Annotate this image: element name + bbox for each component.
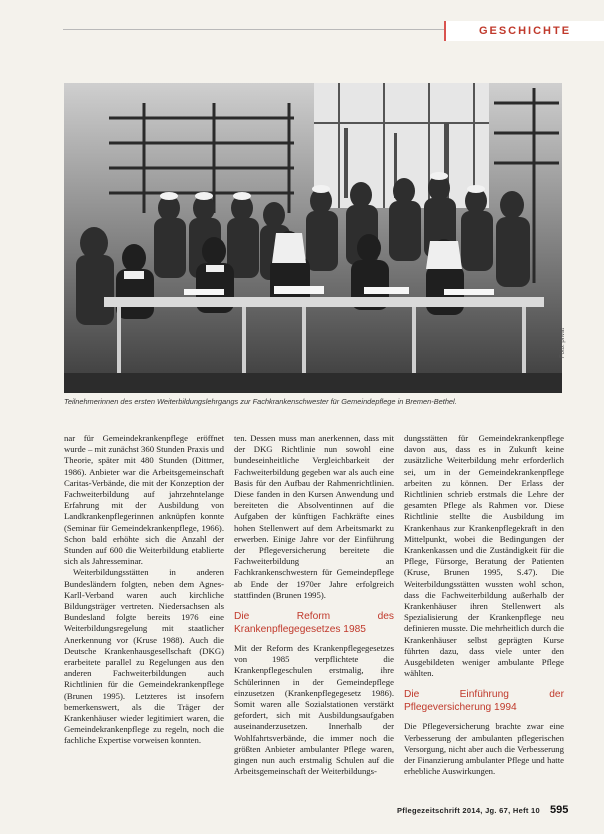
photo-illustration — [64, 83, 562, 393]
figure-caption: Teilnehmerinnen des ersten Weiterbildungslehrgangs zur Fachkrankenschwester für Gemeindepflege in Bremen-Bethel. — [64, 397, 457, 406]
text-column-1 — [64, 433, 224, 747]
paragraph: dungsstätten für Gemeindekrankenpflege davon aus, dass es in Zukunft keine zusätzliche Weiterbildung mehr erforderlich sei, um in der Gemeindekrankenpflege arbeiten zu können. Der Erlass der Richtlinien schrieb erstmals die Lehre der gesamten Pflege als Rahmen vor. Diese Richtlinie stellte die Ausbildung im Krankenhaus zur Krankenpflegekraft in den Mittelpunkt, wobei die Bedingungen der Krankenkassen und die Zuständigkeit für die Pflege, Fürsorge, Beratung der Patienten (Kruse, Brunen 1995, S.47). Die Weiterbildungsstätten wussten wohl schon, dass die Fachweiterbildung außerhalb der Krankenhäuser ihren Stellenwert als Spezialisierung der Krankenpflege neu definieren musste. Die mehrheitlich durch die Krankenhäuser selbst geprägten Kurse führten dazu, dass viele unter den Ausgebildeten weniger ambulante Pflege wählten. — [404, 433, 564, 679]
journal-reference: Pflegezeitschrift 2014, Jg. 67, Heft 10 — [397, 805, 541, 815]
subheading-reform: Die Reform des Krankenpflegegesetzes 1985 — [234, 611, 394, 635]
paragraph: Weiterbildungsstätten in anderen Bundesländern folgten, neben dem Agnes-Karll-Verband waren auch kirchliche Bildungsträger vertreten. Niedersachsen als Bundesland folgte bereits 1976 eine Weiterbildungsregelung mit staatlicher Anerkennung vor (Kruse 1988). Auch die Deutsche Krankenhausgesellschaft (DKG) erarbeitete parallel zu Regelungen aus den anderen Fachweiterbildungen auch Richtlinien für die Gemeindekrankenpflege (Brunen 1995). Letzteres ist insofern bemerkenswert, als die Träger der Krankenhäuser wieder legitimiert waren, die Gemeindekrankenpflege zu regeln, noch die fachliche Expertise vorweisen konnten. — [64, 567, 224, 746]
text-column-2 — [234, 433, 394, 777]
paragraph: ten. Dessen muss man anerkennen, dass mit der DKG Richtlinie nun sowohl eine bundeseinheitliche Vergleichbarkeit der Fachweiterbildung gegeben war als auch eine Basis für den Aufbau der Rahmenrichtlinien. Diese fanden in den Kursen Anwendung und bereiteten die Absolventinnen auf die Aufgaben der künftigen Fachkräfte eines hohen Stellenwert auf dem Arbeitsmarkt zu erwerben. Einige Jahre vor der Einführung der Pflegeversicherung bereitete die Fachweiterbildung an Fachkrankenschwestern für Gemeindepflege ab Ende der 1970er Jahre erfolgreich stattfinden (Brunen 1995). — [234, 433, 394, 600]
paragraph: Die Pflegeversicherung brachte zwar eine Verbesserung der ambulanten pflegerischen Versorgung, nicht aber auch die Verbesserung der Finanzierung ambulanter Pflege und hatte erhebliche Auswirkungen. — [404, 721, 564, 777]
photo-credit: Foto: privat — [560, 327, 566, 358]
text-column-3 — [404, 433, 564, 777]
paragraph: Mit der Reform des Krankenpflegegesetzes von 1985 verpflichtete die Krankenpflegeschulen erstmalig, ihre Schülerinnen in der Gemeindepflege einzusetzen (Krankenpflegegesetz 1986). Somit waren alle Sozialstationen verstärkt gefordert, sich mit Ausbildungsaufgaben auseinanderzusetzen. Innerhalb der Wohlfahrtsverbände, die immer noch die größten Anbieter ambulanter Pflege waren, gingen nun auch erstmalig Schulen auf die Arbeitsgemeinschaft der Weiterbildungs- — [234, 643, 394, 777]
paragraph: nar für Gemeindekrankenpflege eröffnet wurde – mit zunächst 360 Stunden Praxis und Theorie, später mit 480 Stunden (Dittmer, 1986). Anbieter war die Arbeitsgemeinschaft Caritas-Verbände, die mit der Konzeption der Fachweiterbildung auf jahrzehntelange Erfahrung mit der Ausbildung von Landkrankenpflegerinnen anknüpfen konnte (Seminar für Gemeindekrankenpflege, 1966). Schon bald erhöhte sich die Anzahl der Stunden auf 600 die Weiterbildung etablierte sich als Jahresseminar. — [64, 433, 224, 567]
section-tag: GESCHICHTE — [444, 21, 604, 41]
page-footer — [397, 804, 568, 816]
subheading-pflegeversicherung: Die Einführung der Pflegeversicherung 1994 — [404, 689, 564, 713]
historic-group-photo — [64, 83, 562, 393]
page-number: 595 — [550, 804, 569, 816]
